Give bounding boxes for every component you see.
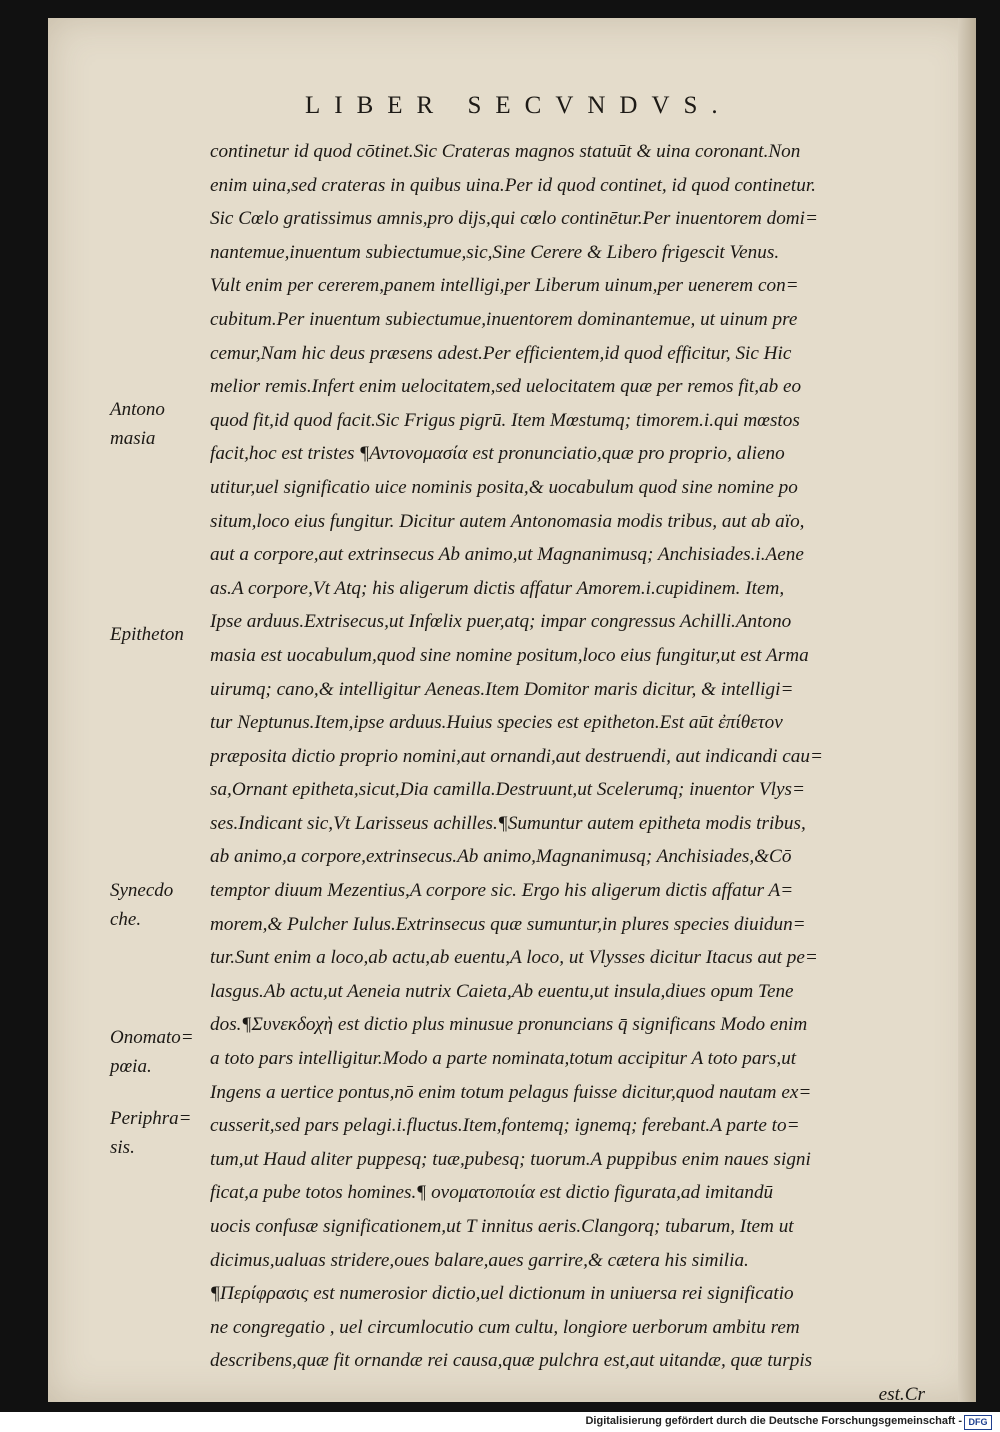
text-line: cemur,Nam hic deus præsens adest.Per efficientem,id quod efficitur, Sic Hic <box>210 342 792 364</box>
text-line: Vult enim per cererem,panem intelligi,per Liberum uinum,per uenerem con= <box>210 275 799 297</box>
text-line: continetur id quod cōtinet.Sic Crateras magnos statuūt & uina coronant.Non <box>210 141 801 162</box>
text-line: tur.Sunt enim a loco,ab actu,ab euentu,A loco, ut Vlysses dicitur Itacus aut pe= <box>210 947 818 969</box>
text-line: nantemue,inuentum subiectumue,sic,Sine Cerere & Libero frigescit Venus. <box>210 241 780 263</box>
text-line: quod fit,id quod facit.Sic Frigus pigrū. Item Mœstumq; timorem.i.qui mœstos <box>210 409 800 431</box>
text-line: ab animo,a corpore,extrinsecus.Ab animo,Magnanimusq; Anchisiades,&Cō <box>210 846 792 868</box>
text-line: describens,quæ fit ornandæ rei causa,quæ pulchra est,aut uitandæ, quæ turpis <box>210 1350 813 1372</box>
text-line: cubitum.Per inuentum subiectumue,inuentorem dominantemue, ut uinum pre <box>210 308 798 330</box>
margin-note-antonomasia: Antono masia <box>110 399 165 449</box>
text-line: uocis confusæ significationem,ut T innitus aeris.Clangorq; tubarum, Item ut <box>210 1216 794 1237</box>
text-line: præposita dictio proprio nomini,aut ornandi,aut destruendi, aut indicandi cau= <box>210 745 823 767</box>
running-title: LIBER SECVNDVS. <box>305 92 732 119</box>
text-line: temptor diuum Mezentius,A corpore sic. Ergo his aligerum dictis affatur A= <box>210 880 794 902</box>
text-line: uirumq; cano,& intelligitur Aeneas.Item Domitor maris dicitur, & intelligi= <box>210 678 794 700</box>
text-line: a toto pars intelligitur.Modo a parte nominata,totum accipitur A toto pars,ut <box>210 1048 797 1070</box>
text-line: ne congregatio , uel circumlocutio cum cultu, longiore uerborum ambitu rem <box>210 1316 800 1338</box>
text-line: tum,ut Haud aliter puppesq; tuæ,pubesq; tuorum.A puppibus enim naues signi <box>210 1148 811 1170</box>
text-line: masia est uocabulum,quod sine nomine positum,loco eius fungitur,ut est Arma <box>210 644 809 666</box>
text-line: Ipse arduus.Extrisecus,ut Infœlix puer,atq; impar congressus Achilli.Antono <box>210 611 792 633</box>
margin-note-epitheton: Epitheton <box>110 624 184 645</box>
dfg-logo-icon: DFG <box>964 1415 992 1430</box>
text-line: lasgus.Ab actu,ut Aeneia nutrix Caieta,Ab euentu,ut insula,diues opum Tene <box>210 980 794 1002</box>
text-line: facit,hoc est tristes ¶Αντονομασία est pronunciatio,quæ pro proprio, alieno <box>210 443 785 465</box>
footer-bar <box>0 1412 1000 1432</box>
text-line: utitur,uel significatio uice nominis posita,& uocabulum quod sine nomine po <box>210 476 798 498</box>
text-line: Sic Cœlo gratissimus amnis,pro dijs,qui cœlo continētur.Per inuentorem domi= <box>210 208 818 230</box>
funding-credit: Digitalisierung gefördert durch die Deutsche Forschungsgemeinschaft - <box>585 1415 962 1427</box>
text-line: ficat,a pube totos homines.¶ ονοματοποιία est dictio figurata,ad imitandū <box>210 1182 774 1204</box>
text-line: Ingens a uertice pontus,nō enim totum pelagus fuisse dicitur,quod nautam ex= <box>210 1081 812 1103</box>
page-gutter <box>958 18 976 1402</box>
text-line: aut a corpore,aut extrinsecus Ab animo,ut Magnanimusq; Anchisiades.i.Aene <box>210 544 804 566</box>
margin-note-periphrasis: Periphra= sis. <box>110 1108 192 1158</box>
text-line: as.A corpore,Vt Atq; his aligerum dictis affatur Amorem.i.cupidinem. Item, <box>210 577 785 599</box>
text-line: ¶Περίφρασις est numerosior dictio,uel dictionum in uniuersa rei significatio <box>210 1283 794 1305</box>
text-line: ses.Indicant sic,Vt Larisseus achilles.¶Sumuntur autem epitheta modis tribus, <box>210 812 806 834</box>
text-line: dicimus,ualuas stridere,oues balare,aues garrire,& cætera his similia. <box>210 1249 749 1271</box>
text-line: morem,& Pulcher Iulus.Extrinsecus quæ sumuntur,in plures species diuidun= <box>210 913 806 935</box>
text-line: dos.¶Συνεκδοχὴ est dictio plus minusue pronuncians q̄ significans Modo enim <box>210 1014 808 1036</box>
page-body <box>210 135 925 1412</box>
text-line: cusserit,sed pars pelagi.i.fluctus.Item,fontemq; ignemq; ferebant.A parte to= <box>210 1115 800 1137</box>
text-line: sa,Ornant epitheta,sicut,Dia camilla.Destruunt,ut Scelerumq; inuentor Vlys= <box>210 779 805 801</box>
text-line: enim uina,sed crateras in quibus uina.Per id quod continet, id quod continetur. <box>210 174 816 196</box>
text-line: melior remis.Infert enim uelocitatem,sed uelocitatem quæ per remos fit,ab eo <box>210 376 802 398</box>
text-line: situm,loco eius fungitur. Dicitur autem Antonomasia modis tribus, aut ab aïo, <box>210 510 805 532</box>
text-line: tur Neptunus.Item,ipse arduus.Huius species est epitheton.Est aūt ἐπίθετον <box>210 712 783 734</box>
margin-note-onomatopoeia: Onomato= pœia. <box>110 1027 194 1077</box>
margin-note-synecdoche: Synecdo che. <box>110 880 174 930</box>
text-line: est.Cr <box>878 1383 925 1405</box>
